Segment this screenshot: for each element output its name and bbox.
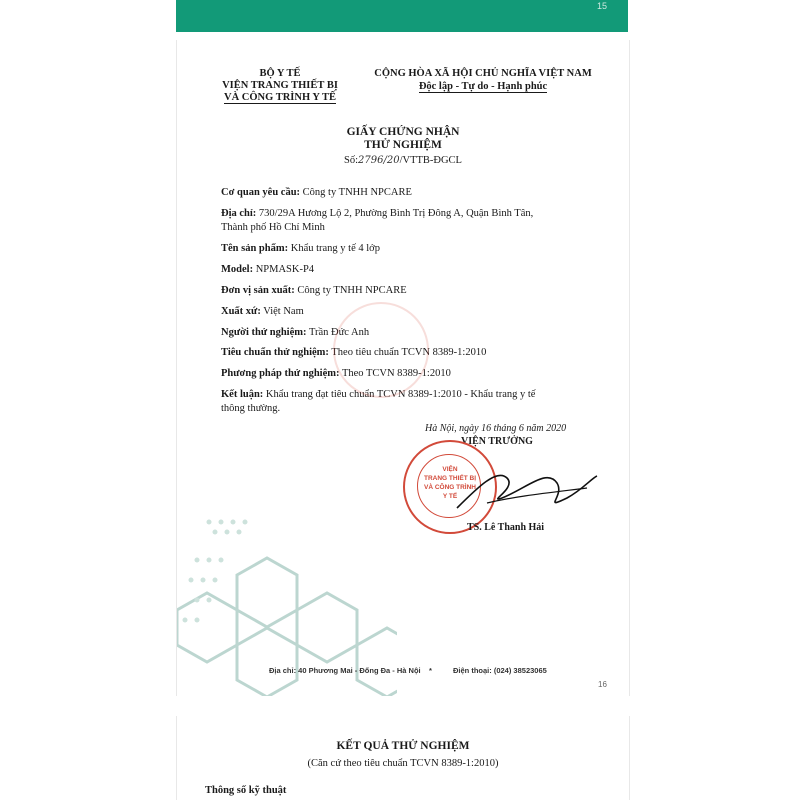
certificate-number: Số:2796/20/VTTB-ĐGCL	[344, 155, 462, 166]
institute-name-line2: VÀ CÔNG TRÌNH Y TẾ	[223, 92, 337, 103]
footer-address: Địa chỉ: 40 Phương Mai - Đống Đa - Hà Nội	[269, 666, 421, 675]
results-subtitle: (Căn cứ theo tiêu chuẩn TCVN 8389-1:2010)	[307, 758, 499, 769]
signing-date: Hà Nội, ngày 16 tháng 6 năm 2020	[425, 423, 567, 434]
field-manufacturer: Đơn vị sản xuất: Công ty TNHH NPCARE	[221, 285, 407, 296]
institute-name-line1: VIỆN TRANG THIẾT BỊ	[222, 80, 338, 91]
field-requester: Cơ quan yêu cầu: Công ty TNHH NPCARE	[221, 187, 412, 198]
hexagon-pattern	[177, 480, 397, 696]
national-motto: Độc lập - Tự do - Hạnh phúc	[418, 81, 548, 92]
signer-name: TS. Lê Thanh Hải	[467, 522, 545, 533]
handwritten-signature	[447, 448, 607, 528]
national-title: CỘNG HÒA XÃ HỘI CHỦ NGHĨA VIỆT NAM	[374, 68, 592, 79]
seal-text-3: VÀ CÔNG TRÌNH	[424, 484, 476, 491]
teal-header-bar	[176, 0, 628, 32]
bottom-page-number: 16	[598, 680, 607, 689]
certificate-title-line1: GIẤY CHỨNG NHẬN	[346, 126, 460, 138]
certificate-page	[176, 40, 630, 696]
results-title: KẾT QUẢ THỬ NGHIỆM	[336, 740, 470, 752]
ministry-name: BỘ Y TẾ	[259, 68, 301, 79]
field-tester: Người thử nghiệm: Trần Đức Anh	[221, 327, 370, 338]
field-model: Model: NPMASK-P4	[221, 264, 315, 275]
field-test-method: Phương pháp thử nghiệm: Theo TCVN 8389-1:2010	[221, 368, 451, 379]
field-conclusion-line2: thông thường.	[221, 403, 281, 414]
certificate-title-line2: THỬ NGHIỆM	[364, 139, 442, 151]
field-address: Địa chỉ: 730/29A Hương Lộ 2, Phường Bình Trị Đông A, Quận Bình Tân,	[221, 208, 534, 219]
field-origin: Xuất xứ: Việt Nam	[221, 306, 304, 317]
footer-separator: *	[429, 666, 432, 675]
top-page-number: 15	[597, 1, 608, 11]
watermark-seal	[333, 302, 429, 398]
field-test-standard: Tiêu chuẩn thử nghiệm: Theo tiêu chuẩn TCVN 8389-1:2010	[221, 347, 487, 358]
field-conclusion: Kết luận: Khẩu trang đạt tiêu chuẩn TCVN 8389-1:2010 - Khẩu trang y tế	[221, 389, 536, 400]
signer-role: VIỆN TRƯỞNG	[461, 436, 533, 447]
handwritten-number: 2796/20	[358, 155, 400, 166]
field-product-name: Tên sản phẩm: Khẩu trang y tế 4 lớp	[221, 243, 380, 254]
section-heading: Thông số kỹ thuật	[205, 785, 287, 796]
seal-text-4: Y TẾ	[442, 493, 458, 500]
seal-text-1: VIỆN	[442, 466, 458, 473]
field-address-line2: Thành phố Hồ Chí Minh	[221, 222, 325, 233]
footer-phone: Điện thoại: (024) 38523065	[453, 666, 547, 675]
seal-text-2: TRANG THIẾT BỊ	[424, 475, 476, 482]
results-page	[176, 716, 630, 800]
